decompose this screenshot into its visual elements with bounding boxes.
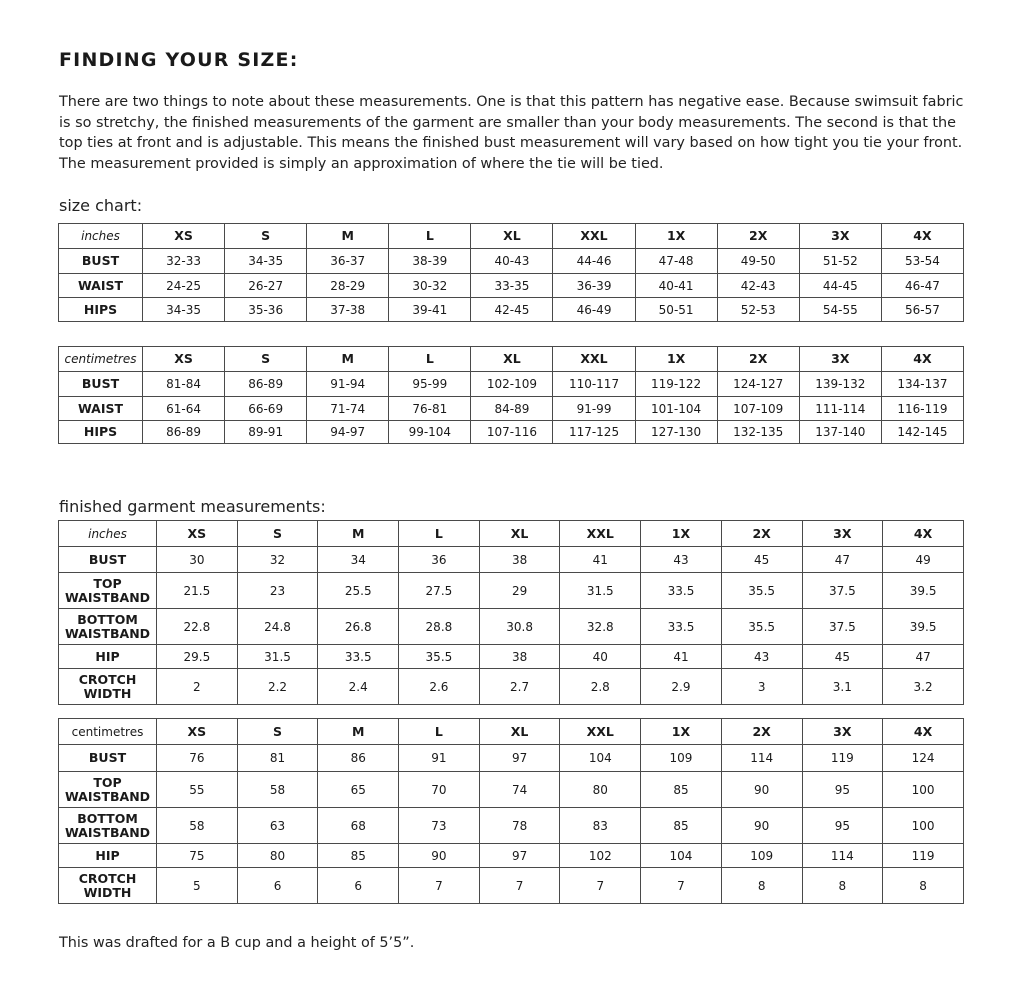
table-cell: 99-104 <box>389 421 471 444</box>
table-cell: 8 <box>883 868 964 904</box>
table-cell: 81-84 <box>143 372 225 397</box>
table-cell: 24-25 <box>143 274 225 298</box>
table-cell: 32 <box>237 547 318 573</box>
size-chart-centimetres-table <box>58 346 964 444</box>
table-cell: 36-39 <box>553 274 635 298</box>
size-header: 2X <box>717 347 799 372</box>
table-cell: 90 <box>721 772 802 808</box>
table-cell: 78 <box>479 808 560 844</box>
table-cell: 142-145 <box>881 421 963 444</box>
table-cell: 38 <box>479 547 560 573</box>
row-label: HIPS <box>59 421 143 444</box>
table-cell: 2.4 <box>318 669 399 705</box>
table-cell: 116-119 <box>881 397 963 421</box>
table-cell: 104 <box>560 745 641 772</box>
table-cell: 97 <box>479 844 560 868</box>
table-cell: 46-49 <box>553 298 635 322</box>
table-cell: 43 <box>721 645 802 669</box>
size-header: 3X <box>799 224 881 249</box>
table-cell: 75 <box>157 844 238 868</box>
size-header: L <box>389 347 471 372</box>
size-header: 1X <box>635 224 717 249</box>
table-cell: 63 <box>237 808 318 844</box>
table-cell: 56-57 <box>881 298 963 322</box>
table-cell: 33.5 <box>641 573 722 609</box>
table-header-row <box>59 521 964 547</box>
table-cell: 40 <box>560 645 641 669</box>
size-header: 3X <box>799 347 881 372</box>
table-cell: 6 <box>237 868 318 904</box>
table-cell: 31.5 <box>560 573 641 609</box>
table-cell: 2.8 <box>560 669 641 705</box>
row-label: WAIST <box>59 274 143 298</box>
table-cell: 22.8 <box>157 609 238 645</box>
table-row <box>59 573 964 609</box>
size-header: 1X <box>641 521 722 547</box>
size-header: XS <box>143 224 225 249</box>
table-cell: 91 <box>399 745 480 772</box>
table-cell: 73 <box>399 808 480 844</box>
finished-centimetres-table <box>58 718 964 904</box>
table-cell: 7 <box>479 868 560 904</box>
table-cell: 101-104 <box>635 397 717 421</box>
table-header-row <box>59 347 964 372</box>
table-cell: 42-43 <box>717 274 799 298</box>
table-cell: 33.5 <box>318 645 399 669</box>
size-header: XS <box>157 521 238 547</box>
row-label: WAIST <box>59 397 143 421</box>
table-row <box>59 547 964 573</box>
size-header: XL <box>479 719 560 745</box>
size-header: S <box>237 719 318 745</box>
table-cell: 40-43 <box>471 249 553 274</box>
table-cell: 81 <box>237 745 318 772</box>
table-cell: 80 <box>237 844 318 868</box>
size-header: L <box>399 521 480 547</box>
table-cell: 132-135 <box>717 421 799 444</box>
table-row <box>59 421 964 444</box>
size-header: S <box>225 347 307 372</box>
table-cell: 39.5 <box>883 573 964 609</box>
table-cell: 36 <box>399 547 480 573</box>
table-cell: 76 <box>157 745 238 772</box>
table-cell: 110-117 <box>553 372 635 397</box>
table-cell: 51-52 <box>799 249 881 274</box>
table-cell: 114 <box>802 844 883 868</box>
table-cell: 36-37 <box>307 249 389 274</box>
row-label: BUST <box>59 547 157 573</box>
table-cell: 117-125 <box>553 421 635 444</box>
table-cell: 25.5 <box>318 573 399 609</box>
table-cell: 45 <box>721 547 802 573</box>
size-header: S <box>237 521 318 547</box>
table-cell: 2.7 <box>479 669 560 705</box>
table-cell: 32-33 <box>143 249 225 274</box>
size-header: XL <box>471 347 553 372</box>
table-cell: 114 <box>721 745 802 772</box>
table-cell: 34-35 <box>143 298 225 322</box>
size-header: 2X <box>721 521 802 547</box>
finished-garment-label: finished garment measurements: <box>59 497 326 516</box>
footer-note: This was drafted for a B cup and a height of 5’5”. <box>59 935 415 951</box>
table-cell: 39.5 <box>883 609 964 645</box>
table-cell: 100 <box>883 808 964 844</box>
table-cell: 31.5 <box>237 645 318 669</box>
table-cell: 34 <box>318 547 399 573</box>
table-cell: 8 <box>721 868 802 904</box>
table-cell: 52-53 <box>717 298 799 322</box>
table-header-row <box>59 719 964 745</box>
table-cell: 30 <box>157 547 238 573</box>
table-cell: 32.8 <box>560 609 641 645</box>
table-row <box>59 645 964 669</box>
unit-label: inches <box>59 521 157 547</box>
finished-inches-table <box>58 520 964 705</box>
table-cell: 47 <box>883 645 964 669</box>
table-cell: 85 <box>641 808 722 844</box>
table-row <box>59 298 964 322</box>
table-cell: 90 <box>399 844 480 868</box>
table-cell: 61-64 <box>143 397 225 421</box>
table-cell: 47 <box>802 547 883 573</box>
table-cell: 68 <box>318 808 399 844</box>
table-cell: 85 <box>641 772 722 808</box>
row-label: CROTCH WIDTH <box>59 868 157 904</box>
table-cell: 30-32 <box>389 274 471 298</box>
table-cell: 43 <box>641 547 722 573</box>
table-cell: 71-74 <box>307 397 389 421</box>
table-cell: 58 <box>157 808 238 844</box>
size-header: 4X <box>881 224 963 249</box>
table-cell: 41 <box>641 645 722 669</box>
table-cell: 35.5 <box>399 645 480 669</box>
size-header: 2X <box>717 224 799 249</box>
table-cell: 7 <box>560 868 641 904</box>
table-cell: 30.8 <box>479 609 560 645</box>
intro-paragraph: There are two things to note about these measurements. One is that this pattern has negative ease. Because swimsuit fabric is so stretchy, the finished measurements of the garment are smaller than your body measurements. The second is that the top ties at front and is adjustable. This means the finished bust measurement will vary based on how tight you tie your front. The measurement provided is simply an approximation of where the tie will be tied. <box>59 94 964 172</box>
size-header: XL <box>479 521 560 547</box>
table-cell: 29 <box>479 573 560 609</box>
table-cell: 26.8 <box>318 609 399 645</box>
size-header: XS <box>157 719 238 745</box>
size-header: M <box>318 521 399 547</box>
table-cell: 109 <box>641 745 722 772</box>
table-cell: 5 <box>157 868 238 904</box>
table-cell: 119-122 <box>635 372 717 397</box>
table-cell: 37-38 <box>307 298 389 322</box>
table-row <box>59 249 964 274</box>
table-cell: 3 <box>721 669 802 705</box>
size-header: M <box>307 224 389 249</box>
row-label: BOTTOM WAISTBAND <box>59 609 157 645</box>
table-cell: 37.5 <box>802 573 883 609</box>
table-cell: 102-109 <box>471 372 553 397</box>
row-label: BUST <box>59 372 143 397</box>
table-cell: 47-48 <box>635 249 717 274</box>
table-cell: 35.5 <box>721 609 802 645</box>
table-cell: 139-132 <box>799 372 881 397</box>
row-label: HIPS <box>59 298 143 322</box>
table-cell: 100 <box>883 772 964 808</box>
table-cell: 109 <box>721 844 802 868</box>
table-cell: 134-137 <box>881 372 963 397</box>
table-cell: 74 <box>479 772 560 808</box>
table-cell: 29.5 <box>157 645 238 669</box>
table-cell: 58 <box>237 772 318 808</box>
row-label: BUST <box>59 249 143 274</box>
table-cell: 33.5 <box>641 609 722 645</box>
table-row <box>59 868 964 904</box>
table-cell: 107-116 <box>471 421 553 444</box>
size-chart-inches-table <box>58 223 964 322</box>
size-header: 4X <box>881 347 963 372</box>
table-cell: 7 <box>399 868 480 904</box>
row-label: TOP WAISTBAND <box>59 573 157 609</box>
table-cell: 3.2 <box>883 669 964 705</box>
table-cell: 53-54 <box>881 249 963 274</box>
table-cell: 65 <box>318 772 399 808</box>
table-cell: 21.5 <box>157 573 238 609</box>
table-cell: 83 <box>560 808 641 844</box>
unit-label: centimetres <box>59 347 143 372</box>
table-cell: 104 <box>641 844 722 868</box>
table-row <box>59 669 964 705</box>
table-row <box>59 372 964 397</box>
table-cell: 33-35 <box>471 274 553 298</box>
size-header: L <box>399 719 480 745</box>
table-cell: 40-41 <box>635 274 717 298</box>
table-cell: 94-97 <box>307 421 389 444</box>
table-cell: 50-51 <box>635 298 717 322</box>
table-cell: 119 <box>883 844 964 868</box>
size-header: 4X <box>883 521 964 547</box>
table-cell: 44-46 <box>553 249 635 274</box>
row-label: CROTCH WIDTH <box>59 669 157 705</box>
table-row <box>59 609 964 645</box>
row-label: BUST <box>59 745 157 772</box>
table-cell: 28.8 <box>399 609 480 645</box>
size-header: XS <box>143 347 225 372</box>
table-cell: 84-89 <box>471 397 553 421</box>
table-cell: 91-99 <box>553 397 635 421</box>
table-cell: 27.5 <box>399 573 480 609</box>
row-label: HIP <box>59 645 157 669</box>
table-cell: 95 <box>802 808 883 844</box>
table-cell: 26-27 <box>225 274 307 298</box>
table-cell: 44-45 <box>799 274 881 298</box>
table-cell: 55 <box>157 772 238 808</box>
table-cell: 45 <box>802 645 883 669</box>
unit-label: centimetres <box>59 719 157 745</box>
table-cell: 41 <box>560 547 641 573</box>
table-cell: 42-45 <box>471 298 553 322</box>
row-label: HIP <box>59 844 157 868</box>
table-cell: 97 <box>479 745 560 772</box>
size-header: XL <box>471 224 553 249</box>
table-cell: 7 <box>641 868 722 904</box>
size-header: XXL <box>553 224 635 249</box>
table-cell: 2.6 <box>399 669 480 705</box>
table-cell: 49-50 <box>717 249 799 274</box>
table-cell: 137-140 <box>799 421 881 444</box>
table-cell: 76-81 <box>389 397 471 421</box>
table-cell: 39-41 <box>389 298 471 322</box>
table-cell: 24.8 <box>237 609 318 645</box>
table-cell: 91-94 <box>307 372 389 397</box>
table-cell: 124 <box>883 745 964 772</box>
table-cell: 85 <box>318 844 399 868</box>
table-cell: 66-69 <box>225 397 307 421</box>
table-cell: 86-89 <box>143 421 225 444</box>
table-cell: 86-89 <box>225 372 307 397</box>
table-cell: 124-127 <box>717 372 799 397</box>
table-cell: 8 <box>802 868 883 904</box>
table-row <box>59 844 964 868</box>
size-header: XXL <box>560 521 641 547</box>
table-cell: 70 <box>399 772 480 808</box>
table-cell: 37.5 <box>802 609 883 645</box>
size-header: L <box>389 224 471 249</box>
table-cell: 107-109 <box>717 397 799 421</box>
row-label: TOP WAISTBAND <box>59 772 157 808</box>
table-cell: 3.1 <box>802 669 883 705</box>
size-header: XXL <box>560 719 641 745</box>
table-cell: 49 <box>883 547 964 573</box>
table-cell: 127-130 <box>635 421 717 444</box>
table-cell: 95-99 <box>389 372 471 397</box>
table-cell: 2.9 <box>641 669 722 705</box>
table-cell: 34-35 <box>225 249 307 274</box>
table-cell: 102 <box>560 844 641 868</box>
table-cell: 46-47 <box>881 274 963 298</box>
size-chart-label: size chart: <box>59 196 143 215</box>
size-header: XXL <box>553 347 635 372</box>
table-cell: 2.2 <box>237 669 318 705</box>
table-cell: 86 <box>318 745 399 772</box>
size-header: M <box>318 719 399 745</box>
table-cell: 80 <box>560 772 641 808</box>
size-header: 2X <box>721 719 802 745</box>
table-row <box>59 745 964 772</box>
table-header-row <box>59 224 964 249</box>
size-header: 3X <box>802 521 883 547</box>
table-cell: 95 <box>802 772 883 808</box>
table-cell: 90 <box>721 808 802 844</box>
size-header: 4X <box>883 719 964 745</box>
table-cell: 38-39 <box>389 249 471 274</box>
table-cell: 6 <box>318 868 399 904</box>
table-row <box>59 808 964 844</box>
unit-label: inches <box>59 224 143 249</box>
table-cell: 23 <box>237 573 318 609</box>
row-label: BOTTOM WAISTBAND <box>59 808 157 844</box>
table-cell: 35.5 <box>721 573 802 609</box>
table-cell: 28-29 <box>307 274 389 298</box>
table-row <box>59 397 964 421</box>
table-cell: 89-91 <box>225 421 307 444</box>
size-header: M <box>307 347 389 372</box>
table-cell: 54-55 <box>799 298 881 322</box>
size-header: 1X <box>641 719 722 745</box>
table-cell: 2 <box>157 669 238 705</box>
table-cell: 111-114 <box>799 397 881 421</box>
table-cell: 119 <box>802 745 883 772</box>
size-header: S <box>225 224 307 249</box>
table-row <box>59 274 964 298</box>
size-header: 1X <box>635 347 717 372</box>
page-title: FINDING YOUR SIZE: <box>59 49 299 71</box>
size-header: 3X <box>802 719 883 745</box>
table-cell: 35-36 <box>225 298 307 322</box>
table-cell: 38 <box>479 645 560 669</box>
table-row <box>59 772 964 808</box>
